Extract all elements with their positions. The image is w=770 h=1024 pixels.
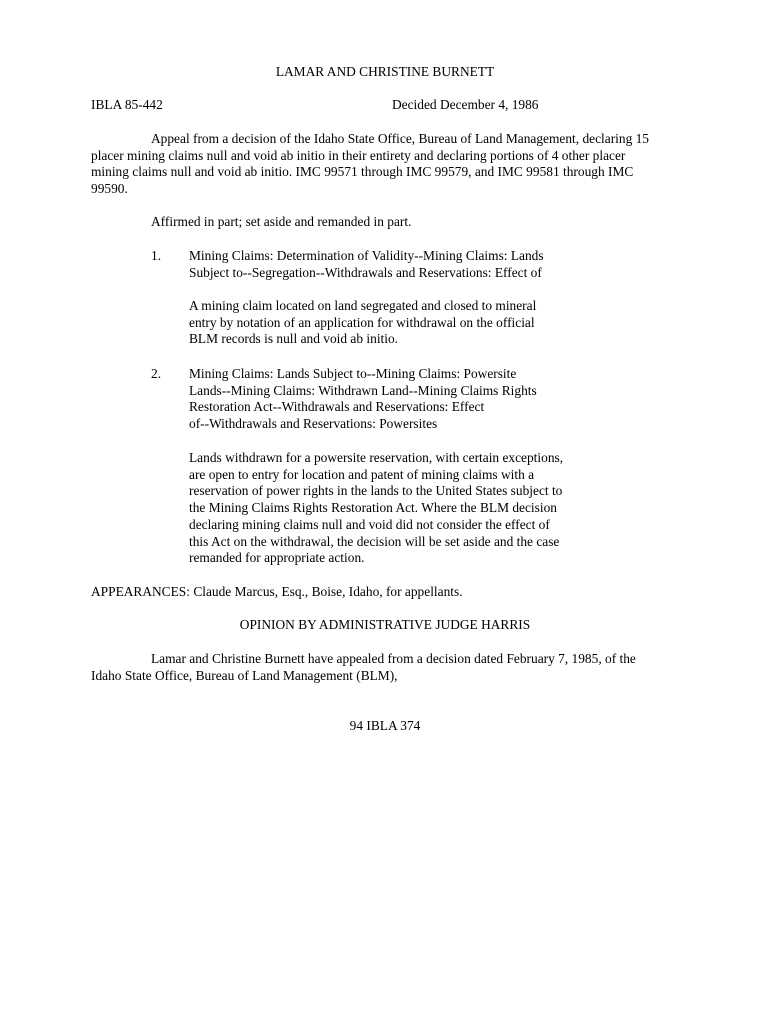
headnote-topic-line: Subject to--Segregation--Withdrawals and Reservations: Effect of	[189, 264, 542, 280]
decision-date: Decided December 4, 1986	[392, 97, 539, 112]
headnote-topic-line: Mining Claims: Determination of Validity--Mining Claims: Lands	[189, 248, 544, 263]
headnote-topic	[189, 248, 544, 281]
headnote-holding-line: are open to entry for location and patent of mining claims with a	[189, 466, 535, 482]
headnote-holding-line: the Mining Claims Rights Restoration Act. Where the BLM decision	[189, 500, 557, 516]
headnote-number: 1.	[151, 248, 162, 263]
headnote-topic-line: Lands--Mining Claims: Withdrawn Land--Mining Claims Rights	[189, 382, 537, 398]
headnote-holding-line: A mining claim located on land segregated and closed to mineral	[189, 298, 537, 313]
intro-line: Appeal from a decision of the Idaho State Office, Bureau of Land Management, declaring 15	[151, 131, 650, 146]
headnote-holding-line: reservation of power rights in the lands to the United States subject to	[189, 483, 563, 499]
headnote-holding-line: BLM records is null and void ab initio.	[189, 331, 399, 347]
intro-line: placer mining claims null and void ab initio in their entirety and declaring portions of 4 other placer	[91, 147, 626, 163]
appearances: APPEARANCES: Claude Marcus, Esq., Boise, Idaho, for appellants.	[91, 584, 463, 599]
headnote-holding-line: this Act on the withdrawal, the decision will be set aside and the case	[189, 533, 560, 549]
headnote-holding	[189, 450, 563, 567]
intro-line: 99590.	[91, 181, 128, 197]
opinion-heading: OPINION BY ADMINISTRATIVE JUDGE HARRIS	[239, 617, 531, 632]
intro-line: mining claims null and void ab initio. IMC 99571 through IMC 99579, and IMC 99581 through IMC	[91, 164, 634, 180]
intro-paragraph	[91, 131, 731, 198]
headnote-holding-line: entry by notation of an application for withdrawal on the official	[189, 314, 535, 330]
headnote-topic-line: Mining Claims: Lands Subject to--Mining Claims: Powersite	[189, 366, 517, 381]
opinion-paragraph	[91, 651, 731, 684]
headnote-topic	[189, 366, 537, 433]
page-footer: 94 IBLA 374	[349, 718, 421, 733]
opinion-line: Idaho State Office, Bureau of Land Management (BLM),	[91, 667, 398, 683]
opinion-line: Lamar and Christine Burnett have appealed from a decision dated February 7, 1985, of the	[151, 651, 636, 666]
headnote-topic-line: of--Withdrawals and Reservations: Powersites	[189, 416, 438, 432]
headnote-holding-line: declaring mining claims null and void did not consider the effect of	[189, 516, 550, 532]
case-title: LAMAR AND CHRISTINE BURNETT	[275, 64, 495, 79]
docket-number: IBLA 85-442	[91, 97, 163, 112]
disposition: Affirmed in part; set aside and remanded in part.	[151, 214, 412, 229]
headnote-holding-line: remanded for appropriate action.	[189, 550, 365, 566]
headnote-holding-line: Lands withdrawn for a powersite reservation, with certain exceptions,	[189, 450, 564, 465]
headnote-holding	[189, 298, 536, 348]
headnote-topic-line: Restoration Act--Withdrawals and Reservations: Effect	[189, 399, 485, 415]
headnote-number: 2.	[151, 366, 162, 381]
